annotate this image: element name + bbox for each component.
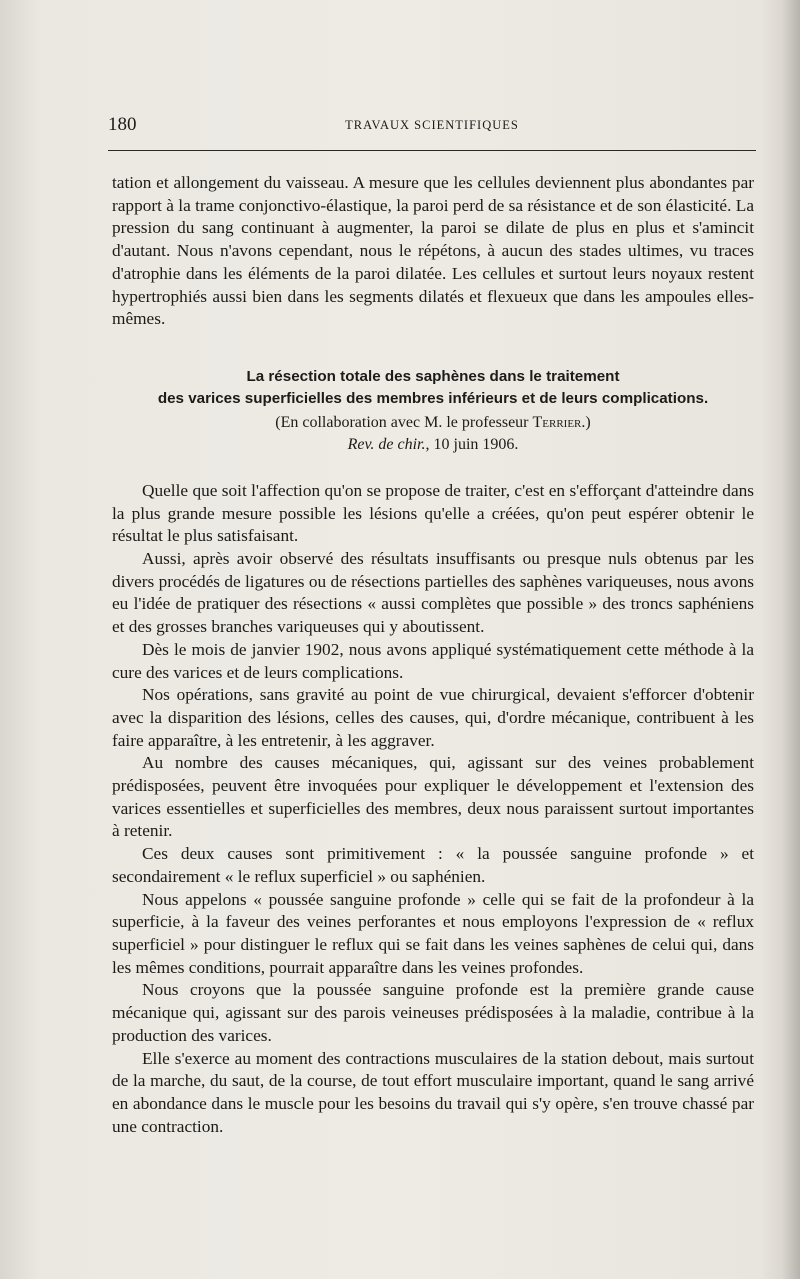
paragraph-6: Ces deux causes sont primitivement : « la poussée sanguine profonde » et secondairement « le reflux superficiel » ou saphénien. bbox=[112, 844, 754, 886]
header-rule bbox=[108, 150, 756, 151]
running-head bbox=[108, 114, 756, 138]
paragraph-8: Nous croyons que la poussée sanguine profonde est la première grande cause mécanique qui, agissant sur des parois veineuses prédisposées à la maladie, contribue à la production des varices. bbox=[112, 980, 754, 1045]
running-title: TRAVAUX SCIENTIFIQUES bbox=[345, 118, 519, 132]
collaboration-prefix: (En collaboration avec M. le professeur bbox=[275, 413, 529, 431]
paragraph-5: Au nombre des causes mécaniques, qui, agissant sur des veines probablement prédisposées, peuvent être invoquées pour expliquer le développement et l'extension des varices essentielles et superficielles des membres, deux nous paraissent surtout importantes à retenir. bbox=[112, 753, 754, 841]
page-number: 180 bbox=[108, 114, 137, 135]
page-body bbox=[112, 172, 754, 1138]
paragraph-1: Quelle que soit l'affection qu'on se propose de traiter, c'est en s'efforçant d'atteindre dans la plus grande mesure possible les lésions qu'elle a créées, qu'on peut espérer obtenir le résultat le plus satisfaisant. bbox=[112, 480, 754, 546]
paragraph-9: Elle s'exerce au moment des contractions musculaires de la station debout, mais surtout de la marche, du saut, de la course, de tout effort musculaire important, quand le sang arrivé en abondance dans le muscle pour les besoins du travail qui s'y opère, s'en trouve chassé par une contraction. bbox=[112, 1048, 754, 1136]
collaboration-note bbox=[112, 412, 754, 434]
intro-paragraph: tation et allongement du vaisseau. A mesure que les cellules deviennent plus abondantes par rapport à la trame conjonctivo-élastique, la paroi perd de sa résistance et de son élasticité. La pression du sang continuant à augmenter, la paroi se dilate de plus en plus et s'amincit d'autant. Nous n'avons cependant, nous le répétons, à aucun des stades ultimes, vu traces d'atrophie dans les éléments de la paroi dilatée. Les cellules et surtout leurs noyaux restent hypertrophiés aussi bien dans les segments dilatés et flexueux que dans les ampoules elles-mêmes. bbox=[112, 173, 754, 329]
section-title bbox=[112, 366, 754, 410]
citation-date: , 10 juin 1906. bbox=[425, 435, 519, 453]
section-title-line-2: des varices superficielles des membres inférieurs et de leurs complications. bbox=[157, 389, 709, 407]
collaborator-name: Terrier bbox=[532, 413, 582, 431]
paragraph-3: Dès le mois de janvier 1902, nous avons appliqué systématiquement cette méthode à la cure des varices et de leurs complications. bbox=[112, 639, 754, 682]
paragraph-4: Nos opérations, sans gravité au point de vue chirurgical, devaient s'efforcer d'obtenir avec la disparition des lésions, celles des causes, qui, d'ordre mécanique, contribuent à les faire apparaître, à les entretenir, à les aggraver. bbox=[112, 685, 754, 750]
paragraph-7: Nous appelons « poussée sanguine profonde » celle qui se fait de la profondeur à la superficie, à la faveur des veines perforantes et nous employons l'expression de « reflux superficiel » pour distinguer le reflux qui se fait dans les veines saphènes de celui qui, dans les mêmes conditions, pourrait apparaître dans les veines profondes. bbox=[112, 889, 754, 977]
collaboration-suffix: .) bbox=[581, 413, 591, 431]
citation-journal: Rev. de chir. bbox=[347, 435, 426, 453]
page-edge-shadow bbox=[782, 0, 800, 1279]
paragraph-2: Aussi, après avoir observé des résultats insuffisants ou presque nuls obtenus par les divers procédés de ligatures ou de résections partielles des saphènes variqueuses, nous avons eu l'idée de pratiquer des résections « aussi complètes que possible » des troncs saphéniens et des grosses branches variqueuses qui y aboutissent. bbox=[112, 549, 754, 637]
citation bbox=[112, 434, 754, 456]
section-title-line-1: La résection totale des saphènes dans le traitement bbox=[246, 367, 620, 385]
